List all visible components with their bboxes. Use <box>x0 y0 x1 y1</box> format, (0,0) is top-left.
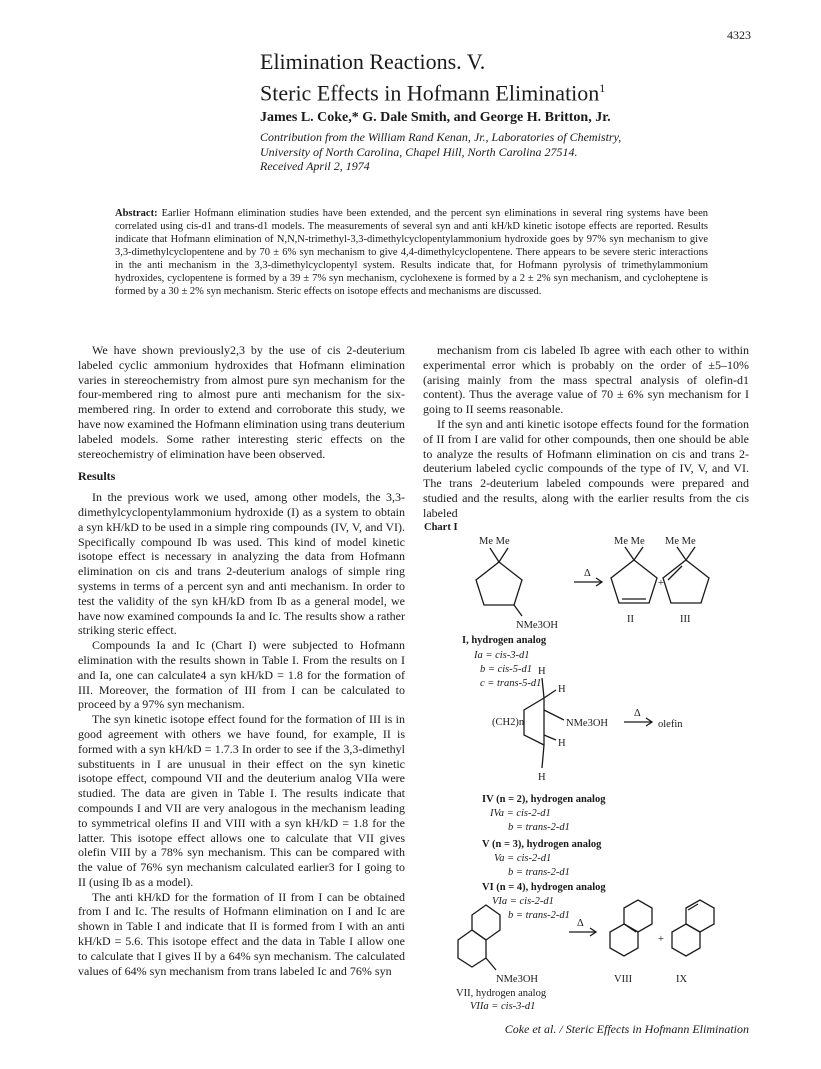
abstract <box>115 207 708 298</box>
compound-Va-label: Va = cis-2-d1 <box>494 853 552 864</box>
h-label: H <box>538 772 546 783</box>
paragraph: The syn kinetic isotope effect found for the formation of III is in good agreement with others we have found, for example, II is formed with a syn kH/kD = 1.7.3 In order to see if the 3,3-dimethyl substituents in I are unusual in their effect on the syn kinetic isotope effect, compound VII and the deuterium analog VIIa were studied. The data are given in Table I. The results indicate that compounds I and VII are very analogous in the mechanism leading to symmetrical olefins II and VIII with a syn kH/kD = 1.8 for the latter. This isotope effect allows one to calculate that VII gives olefin VIII by a 78% syn mechanism. This can be compared with the value of 76% syn mechanism calculated earlier3 for I going to II (using Ib as a model). <box>78 712 405 889</box>
left-column <box>78 343 405 978</box>
nme3oh-label: NMe3OH <box>496 974 538 985</box>
authors: James L. Coke,* G. Dale Smith, and George H. Britton, Jr. <box>260 110 611 125</box>
compound-I-caption: I, hydrogen analog <box>462 635 547 646</box>
compound-VI-caption: VI (n = 4), hydrogen analog <box>482 882 606 893</box>
me-me-label: Me Me <box>665 536 696 547</box>
abstract-text: Earlier Hofmann elimination studies have been extended, and the percent syn eliminations in several ring systems have been correlated using cis-d1 and trans-d1 models. The measurements of several syn and anti kH/kD kinetic isotope effects are reported. Results indicate that Hofmann elimination of N,N,N-trimethyl-3,3-dimethylcyclopentylammonium hydroxide goes by 97% syn mechanism to give 3,3-dimethylcyclopentene and by 70 ± 6% syn mechanism to give 4,4-dimethylcyclopentene. There appears to be severe steric interactions in the anti mechanism in the 3,3-dimethylcyclopentyl system. Results indicate that, for Hofmann pyrolysis of trimethylammonium hydroxides, cyclopentene is formed by a 39 ± 7% syn mechanism, cyclohexene is formed by a 2 ± 2% syn mechanism, and cycloheptene is formed by a 30 ± 2% syn mechanism. Steric effects on isotope effects and mechanisms are discussed. <box>115 208 708 297</box>
compound-Ia-label: Ia = cis-3-d1 <box>474 650 530 661</box>
compound-VIIa-label: VIIa = cis-3-d1 <box>470 1001 536 1010</box>
ring-IX-top <box>686 900 714 932</box>
paragraph: In the previous work we used, among other models, the 3,3-dimethylcyclopentylammonium hydroxide (I) as a system to obtain a syn kH/kD to be used in a simple ring compounds (IV, V, and VI). Specifically compound Ib was used. This kind of model kinetic isotope effect is necessary in analyzing the data from Hofmann elimination on cis and trans 2-deuterium analogs of simple ring systems in terms of a percent syn and anti mechanism. In order to test the validity of the syn kH/kD from Ib as a general model, we have now examined compounds Ia and Ic. The results show a rather striking steric effect. <box>78 490 405 638</box>
compound-VIII-label: VIII <box>614 974 633 985</box>
compound-III-label: III <box>680 614 691 625</box>
cyclopentene-ring-III <box>663 560 709 603</box>
me-me-label: Me Me <box>479 536 510 547</box>
h-label: H <box>538 666 546 677</box>
abstract-label: Abstract: <box>115 208 158 219</box>
compound-IVa-label: IVa = cis-2-d1 <box>490 808 551 819</box>
paragraph: Compounds Ia and Ic (Chart I) were subjected to Hofmann elimination with the results shown in Table I. From the results on I and Ia, one can calculate4 a syn kH/kD = 1.8 for the formation of III. Moreover, the formation of III from I can be calculated to proceed by a 97% syn mechanism. <box>78 638 405 712</box>
me-me-label: Me Me <box>614 536 645 547</box>
nme3oh-label: NMe3OH <box>566 718 608 729</box>
nme3oh-label: NMe3OH <box>516 620 558 631</box>
delta-symbol: Δ <box>577 918 584 929</box>
section-heading-results: Results <box>78 469 116 484</box>
compound-IV-caption: IV (n = 2), hydrogen analog <box>482 794 606 805</box>
page-footer: Coke et al. / Steric Effects in Hofmann Elimination <box>504 1022 749 1036</box>
chart-label: Chart I <box>424 522 458 533</box>
compound-II-label: II <box>627 614 634 625</box>
compound-IVb-label: b = trans-2-d1 <box>508 822 570 833</box>
h-label: H <box>558 738 566 749</box>
chart-i-structures <box>424 530 754 1010</box>
right-column <box>423 343 749 521</box>
paragraph: mechanism from cis labeled Ib agree with each other to within experimental error which is probably on the order of ±5–10% (arising mainly from the mass spectral analysis of olefin-d1 content). Thus the average value of 70 ± 6% syn mechanism for I going to II seems reasonable. <box>423 343 749 417</box>
compound-Vb-label: b = trans-2-d1 <box>508 867 570 878</box>
compound-VIb-label: b = trans-2-d1 <box>508 910 570 921</box>
delta-symbol: Δ <box>634 708 641 719</box>
ring-bracket <box>524 698 544 745</box>
compound-Ic-label: c = trans-5-d1 <box>480 678 542 689</box>
title-line-2-text: Steric Effects in Hofmann Elimination <box>260 80 600 106</box>
spiro-ring-bottom <box>458 930 486 967</box>
affiliation-line-1: Contribution from the William Rand Kenan, Jr., Laboratories of Chemistry, <box>260 130 622 144</box>
h-label: H <box>558 684 566 695</box>
page-number: 4323 <box>727 28 751 42</box>
plus-sign: + <box>658 934 664 945</box>
title-line-2 <box>260 75 605 106</box>
olefin-label: olefin <box>658 719 683 730</box>
affiliation <box>260 130 621 174</box>
affiliation-line-2: University of North Carolina, Chapel Hill, North Carolina 27514. <box>260 144 578 159</box>
compound-IX-label: IX <box>676 974 688 985</box>
paragraph: The anti kH/kD for the formation of II from I can be obtained from I and Ic. The results of Hofmann elimination on I and Ic are shown in Table I and indicate that II is formed from I with an anti kH/kD = 5.6. This isotope effect and the data in Table I allow one to calculate that I gives II by a 64% syn mechanism. The calculated values of 64% syn mechanism from trans labeled Ic and 76% syn <box>78 889 405 978</box>
compound-V-caption: V (n = 3), hydrogen analog <box>482 839 602 850</box>
plus-sign: + <box>658 578 664 589</box>
compound-VII-caption: VII, hydrogen analog <box>456 988 547 999</box>
spiro-ring-top <box>472 905 500 940</box>
delta-symbol: Δ <box>584 568 591 579</box>
cyclopentene-ring-II <box>611 560 657 603</box>
title-line-1: Elimination Reactions. V. <box>260 49 486 74</box>
compound-VIa-label: VIa = cis-2-d1 <box>492 896 554 907</box>
received-date: Received April 2, 1974 <box>260 159 370 173</box>
ch2n-label: (CH2)n <box>492 717 525 728</box>
paragraph: If the syn and anti kinetic isotope effects found for the formation of II from I are valid for other compounds, then one should be able to analyze the results of Hofmann elimination on cis and trans 2-deuterium labeled cyclic compounds of the type of IV, V, and VI. The trans 2-deuterium labeled compounds were prepared and studied and the results, along with the earlier results from the cis labeled <box>423 416 749 520</box>
compound-Ib-label: b = cis-5-d1 <box>480 664 532 675</box>
paragraph: We have shown previously2,3 by the use of cis 2-deuterium labeled cyclic ammonium hydroxides that Hofmann elimination varies in stereochemistry from almost pure syn mechanism for the four-membered ring to almost pure anti mechanism for the six-membered ring. In order to extend and corroborate this study, we have now examined the Hofmann elimination using trans deuterium labeled models. Some rather interesting steric effects on the stereochemistry of elimination have been observed. <box>78 343 405 461</box>
article-title <box>260 48 605 106</box>
title-footnote: 1 <box>599 81 606 95</box>
cyclopentane-ring-I <box>476 562 522 605</box>
